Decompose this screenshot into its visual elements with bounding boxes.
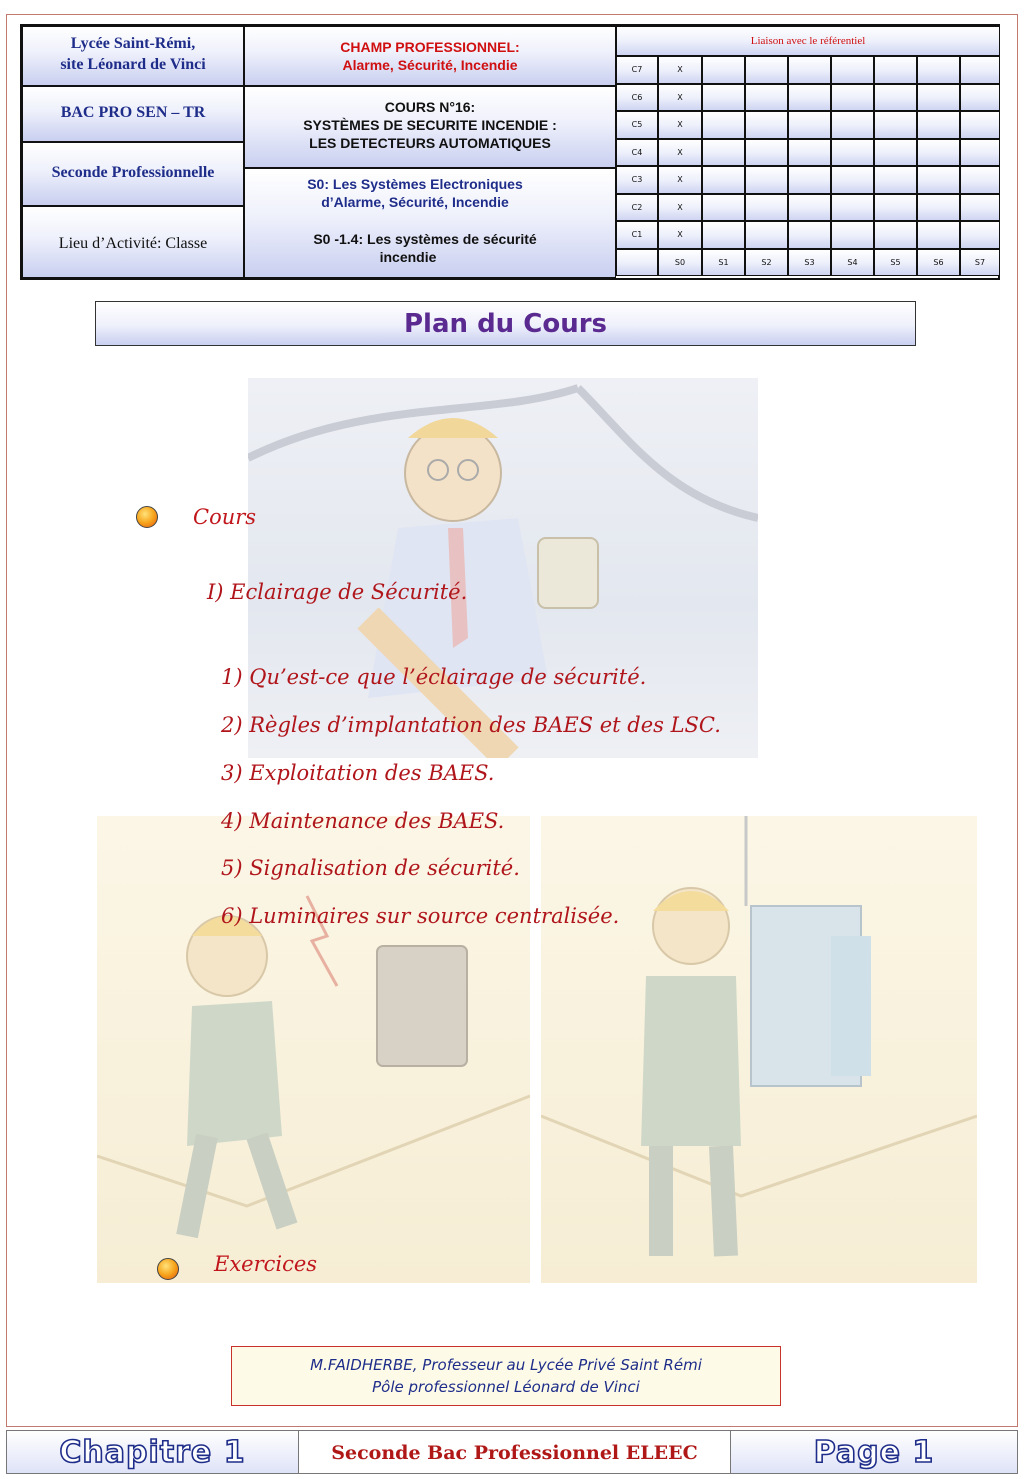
grid-cell (831, 56, 874, 84)
list-item: 6) Luminaires sur source centralisée. (221, 904, 620, 928)
cours-heading: Cours (193, 505, 257, 529)
cours-cell (244, 86, 616, 168)
champ-cell (244, 26, 616, 86)
grid-cell (788, 221, 831, 249)
chapter-label: Chapitre 1 (7, 1431, 299, 1473)
author-pole: Pôle professionnel Léonard de Vinci (372, 1378, 640, 1396)
grid-row-label: C7 (616, 56, 658, 84)
shocked-worker-drawing (97, 816, 530, 1283)
grid-cell (874, 166, 917, 194)
grid-mark: X (658, 194, 702, 222)
grid-cell (831, 221, 874, 249)
grid-cell (831, 194, 874, 222)
list-item: 1) Qu’est-ce que l’éclairage de sécurité. (221, 665, 647, 689)
grid-cell (960, 194, 1000, 222)
grid-cell (745, 139, 788, 167)
grid-cell (745, 111, 788, 139)
grid-cell (745, 194, 788, 222)
exercices-heading: Exercices (214, 1252, 318, 1276)
bac-label: BAC PRO SEN – TR (60, 104, 206, 121)
grid-cell (702, 111, 745, 139)
grid-mark: X (658, 166, 702, 194)
referentiel-title: Liaison avec le référentiel (616, 26, 1000, 56)
grid-row-label: C5 (616, 111, 658, 139)
cours-topic: LES DETECTEURS AUTOMATIQUES (309, 135, 551, 151)
grid-cell (917, 111, 960, 139)
grid-row-label: C6 (616, 84, 658, 112)
referentiel-grid (616, 26, 1000, 278)
grid-cell (831, 84, 874, 112)
grid-cell (788, 56, 831, 84)
author-box (231, 1346, 781, 1406)
grid-row-label: C4 (616, 139, 658, 167)
grid-mark: X (658, 111, 702, 139)
grid-cell (874, 221, 917, 249)
grid-cell (960, 111, 1000, 139)
school-site: site Léonard de Vinci (60, 56, 206, 73)
grid-cell (702, 139, 745, 167)
grid-cell (917, 139, 960, 167)
cours-number: COURS N°16: (384, 99, 476, 115)
grid-cell (745, 56, 788, 84)
author-name: M.FAIDHERBE, Professeur au Lycée Privé Saint Rémi (310, 1356, 702, 1374)
plan-title: Plan du Cours (95, 301, 916, 346)
grid-mark: X (658, 139, 702, 167)
grid-cell (702, 166, 745, 194)
grid-row-label: C1 (616, 221, 658, 249)
grid-cell (788, 111, 831, 139)
grid-cell (788, 139, 831, 167)
location-label: Lieu d’Activité: Classe (58, 235, 208, 252)
grid-cell (917, 194, 960, 222)
grid-cell (702, 84, 745, 112)
grid-cell (960, 221, 1000, 249)
grid-cell (874, 111, 917, 139)
grid-cell (917, 166, 960, 194)
s0-subtitle: d’Alarme, Sécurité, Incendie (321, 194, 509, 210)
grid-row-label: C2 (616, 194, 658, 222)
grid-corner-cell (616, 249, 658, 277)
shocked-worker-illustration (97, 816, 530, 1283)
grid-cell (874, 194, 917, 222)
champ-title: CHAMP PROFESSIONNEL: (340, 39, 520, 55)
grid-column-label: S2 (745, 249, 788, 277)
grid-column-label: S3 (788, 249, 831, 277)
s01-subtitle: incendie (379, 249, 437, 265)
level-cell (22, 142, 244, 206)
footer-course-label: Seconde Bac Professionnel ELEEC (299, 1431, 731, 1473)
grid-cell (745, 166, 788, 194)
grid-cell (788, 84, 831, 112)
electrician-illustration (248, 378, 758, 758)
chapter-heading: I) Eclairage de Sécurité. (207, 580, 468, 604)
grid-cell (702, 56, 745, 84)
school-cell (22, 26, 244, 86)
grid-cell (874, 84, 917, 112)
grid-cell (788, 166, 831, 194)
electrician-drawing (248, 378, 758, 758)
grid-cell (960, 166, 1000, 194)
grid-row-label: C3 (616, 166, 658, 194)
bac-cell (22, 86, 244, 142)
savoir-cell (244, 168, 616, 278)
grid-cell (917, 221, 960, 249)
grid-cell (788, 194, 831, 222)
grid-cell (831, 111, 874, 139)
grid-cell (917, 56, 960, 84)
grid-mark: X (658, 84, 702, 112)
footer-bar (6, 1430, 1018, 1474)
grid-cell (831, 139, 874, 167)
grid-cell (702, 221, 745, 249)
grid-cell (745, 221, 788, 249)
exercices-bullet-icon (157, 1258, 179, 1280)
worker-panel-drawing (541, 816, 977, 1283)
grid-cell (960, 56, 1000, 84)
list-item: 2) Règles d’implantation des BAES et des LSC. (221, 713, 721, 737)
grid-cell (745, 84, 788, 112)
header-table (20, 24, 1000, 280)
grid-cell (874, 56, 917, 84)
grid-cell (917, 84, 960, 112)
worker-panel-illustration (541, 816, 977, 1283)
cours-subject: SYSTÈMES DE SECURITE INCENDIE : (303, 117, 557, 133)
list-item: 3) Exploitation des BAES. (221, 761, 495, 785)
grid-cell (960, 139, 1000, 167)
grid-cell (831, 166, 874, 194)
s0-title: S0: Les Systèmes Electroniques (307, 176, 523, 192)
s01-title: S0 -1.4: Les systèmes de sécurité (313, 231, 537, 247)
grid-cell (874, 139, 917, 167)
school-name: Lycée Saint-Rémi, (70, 35, 196, 52)
grid-column-label: S1 (702, 249, 745, 277)
level-label: Seconde Professionnelle (51, 164, 215, 181)
list-item: 5) Signalisation de sécurité. (221, 856, 520, 880)
champ-subtitle: Alarme, Sécurité, Incendie (342, 57, 518, 73)
grid-cell (960, 84, 1000, 112)
location-cell (22, 206, 244, 278)
grid-column-label: S4 (831, 249, 874, 277)
cours-bullet-icon (136, 506, 158, 528)
grid-column-label: S7 (960, 249, 1000, 277)
grid-mark: X (658, 56, 702, 84)
list-item: 4) Maintenance des BAES. (221, 809, 505, 833)
grid-cell (702, 194, 745, 222)
page-number: Page 1 (731, 1431, 1017, 1473)
grid-column-label: S6 (917, 249, 960, 277)
grid-mark: X (658, 221, 702, 249)
grid-column-label: S5 (874, 249, 917, 277)
grid-column-label: S0 (658, 249, 702, 277)
